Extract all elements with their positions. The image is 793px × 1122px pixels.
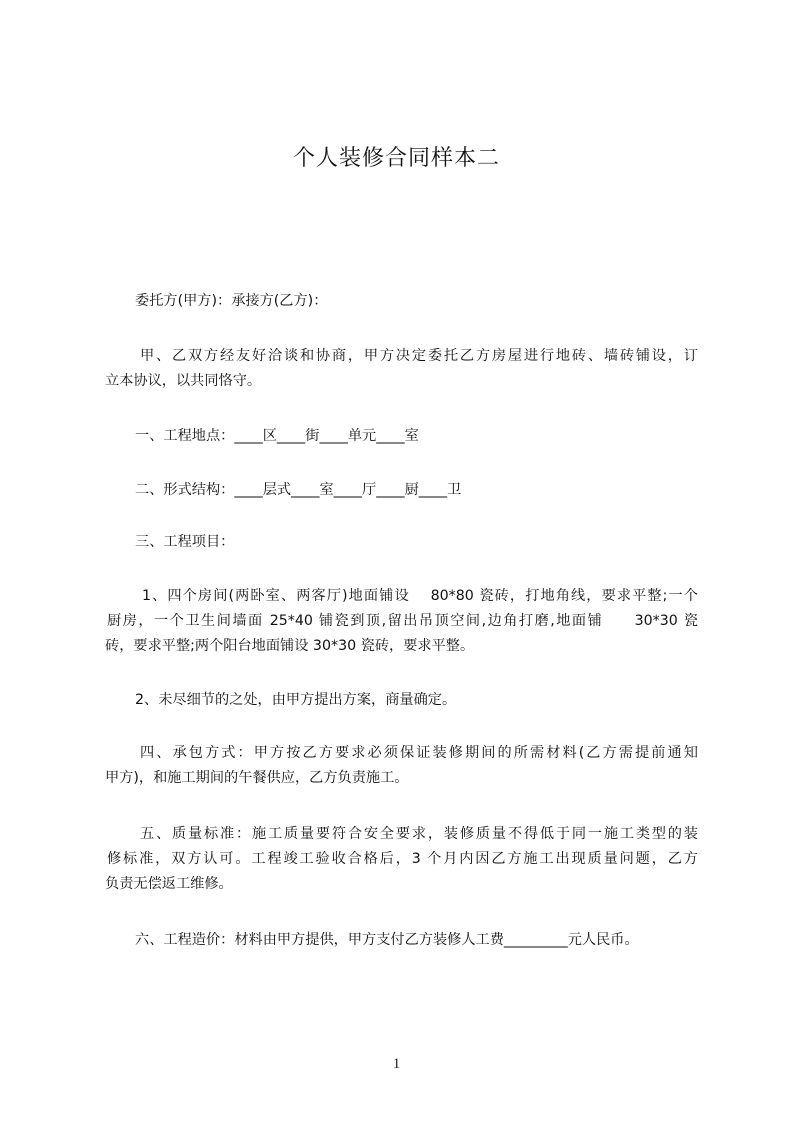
document-title: 个人装修合同样本二 xyxy=(292,146,500,171)
parties-line: 委托方(甲方)：承接方(乙方)： xyxy=(135,293,328,309)
intro-line-1: 甲、乙双方经友好洽谈和协商，甲方决定委托乙方房屋进行地砖、墙砖铺设，订 xyxy=(140,348,698,364)
section-3-item-1-line-2: 厨房，一个卫生间墙面 25*40 铺瓷到顶,留出吊顶空间,边角打磨,地面铺 30*30 瓷 xyxy=(107,613,698,629)
section-3-heading: 三、工程项目： xyxy=(135,534,235,550)
section-3-item-1-line-3: 砖，要求平整;两个阳台地面铺设 30*30 瓷砖，要求平整。 xyxy=(105,638,475,654)
section-6-cost: 六、工程造价：材料由甲方提供，甲方支付乙方装修人工费_________元人民币。 xyxy=(135,932,639,948)
section-2-structure: 二、形式结构：____层式____室____厅____厨____卫 xyxy=(135,482,462,498)
intro-line-2: 立本协议，以共同恪守。 xyxy=(105,373,262,389)
section-5-line-1: 五、质量标准：施工质量要符合安全要求，装修质量不得低于同一施工类型的装 xyxy=(140,826,698,842)
section-3-item-2: 2、未尽细节的之处，由甲方提出方案，商量确定。 xyxy=(135,692,457,708)
section-4-line-2: 甲方)，和施工期间的午餐供应，乙方负责施工。 xyxy=(105,770,409,786)
section-5-line-2: 修标准，双方认可。工程竣工验收合格后，3 个月内因乙方施工出现质量问题，乙方 xyxy=(107,851,698,867)
section-3-item-1-line-1: 1、四个房间(两卧室、两客厅)地面铺设 80*80 瓷砖，打地角线，要求平整;一个 xyxy=(142,588,698,604)
page-number: 1 xyxy=(392,1056,401,1072)
section-5-line-3: 负责无偿返工维修。 xyxy=(105,876,233,892)
section-4-line-1: 四、承包方式：甲方按乙方要求必须保证装修期间的所需材料(乙方需提前通知 xyxy=(140,745,698,761)
section-1-location: 一、工程地点：____区____街____单元____室 xyxy=(135,428,419,444)
